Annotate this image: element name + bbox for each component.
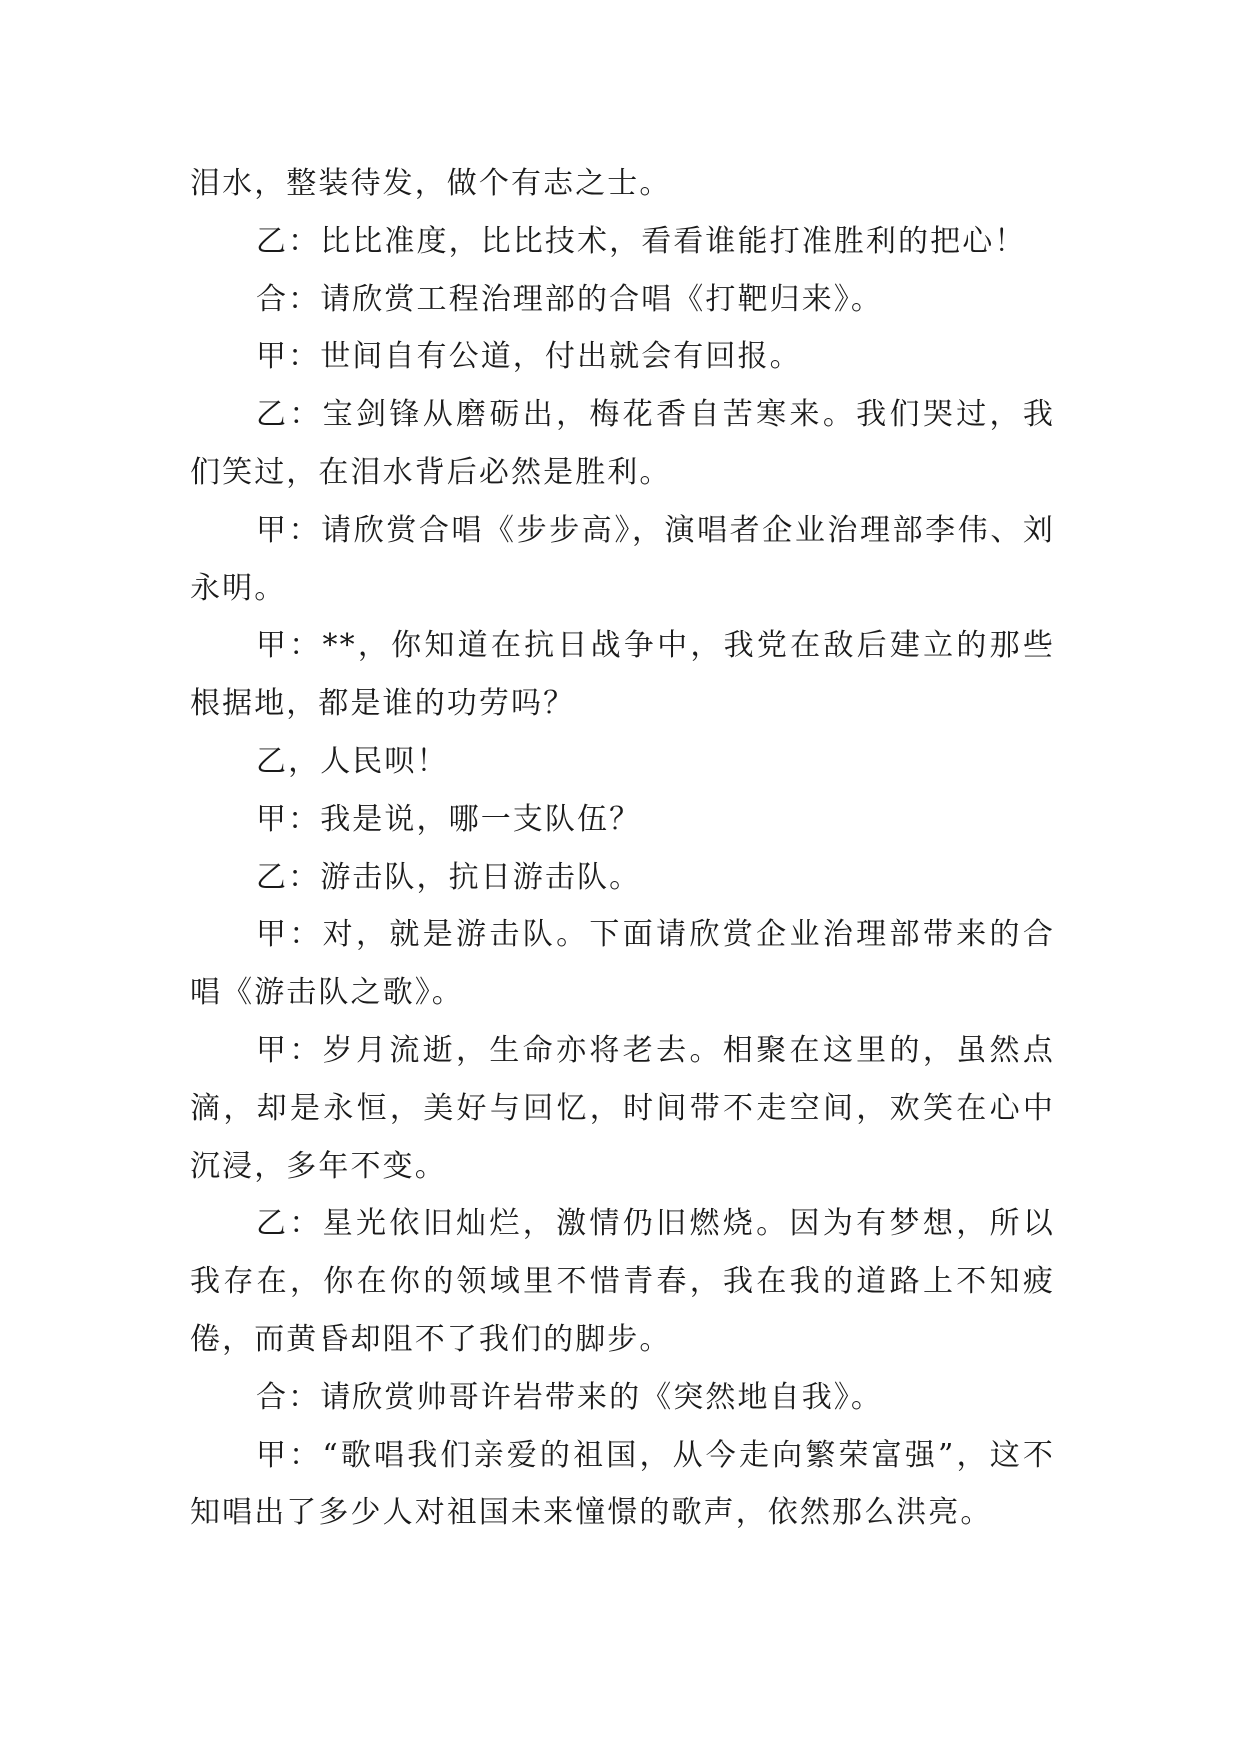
paragraph: 乙，人民呗！ xyxy=(256,743,449,779)
paragraph: 乙：宝剑锋从磨砺出，梅花香自苦寒来。我们哭过，我们笑过，在泪水背后必然是胜利。 xyxy=(190,397,1055,490)
paragraph: 甲：世间自有公道，付出就会有回报。 xyxy=(256,339,802,375)
paragraph: 泪水，整装待发，做个有志之士。 xyxy=(190,166,672,201)
paragraph: 甲：请欣赏合唱《步步高》，演唱者企业治理部李伟、刘永明。 xyxy=(190,512,1055,606)
paragraph: 甲：“歌唱我们亲爱的祖国，从今走向繁荣富强”，这不知唱出了多少人对祖国未来憧憬的歌声，依然那么洪亮。 xyxy=(190,1437,1055,1531)
paragraph: 合：请欣赏工程治理部的合唱《打靶归来》。 xyxy=(256,281,883,317)
document-body xyxy=(190,155,1055,1542)
paragraph: 乙：星光依旧灿烂，激情仍旧燃烧。因为有梦想，所以我存在，你在你的领域里不惜青春，我在我的道路上不知疲倦，而黄昏却阻不了我们的脚步。 xyxy=(190,1206,1055,1357)
paragraph: 甲：我是说，哪一支队伍？ xyxy=(256,801,642,837)
paragraph: 甲：对，就是游击队。下面请欣赏企业治理部带来的合唱《游击队之歌》。 xyxy=(190,917,1055,1011)
paragraph: 甲：岁月流逝，生命亦将老去。相聚在这里的，虽然点滴，却是永恒，美好与回忆，时间带不走空间，欢笑在心中沉浸，多年不变。 xyxy=(190,1032,1055,1184)
paragraph: 合：请欣赏帅哥许岩带来的《突然地自我》。 xyxy=(256,1379,883,1415)
paragraph: 甲：**，你知道在抗日战争中，我党在敌后建立的那些根据地，都是谁的功劳吗？ xyxy=(190,628,1055,722)
paragraph: 乙：比比准度，比比技术，看看谁能打准胜利的把心！ xyxy=(256,223,1027,259)
paragraph: 乙：游击队，抗日游击队。 xyxy=(256,859,642,895)
